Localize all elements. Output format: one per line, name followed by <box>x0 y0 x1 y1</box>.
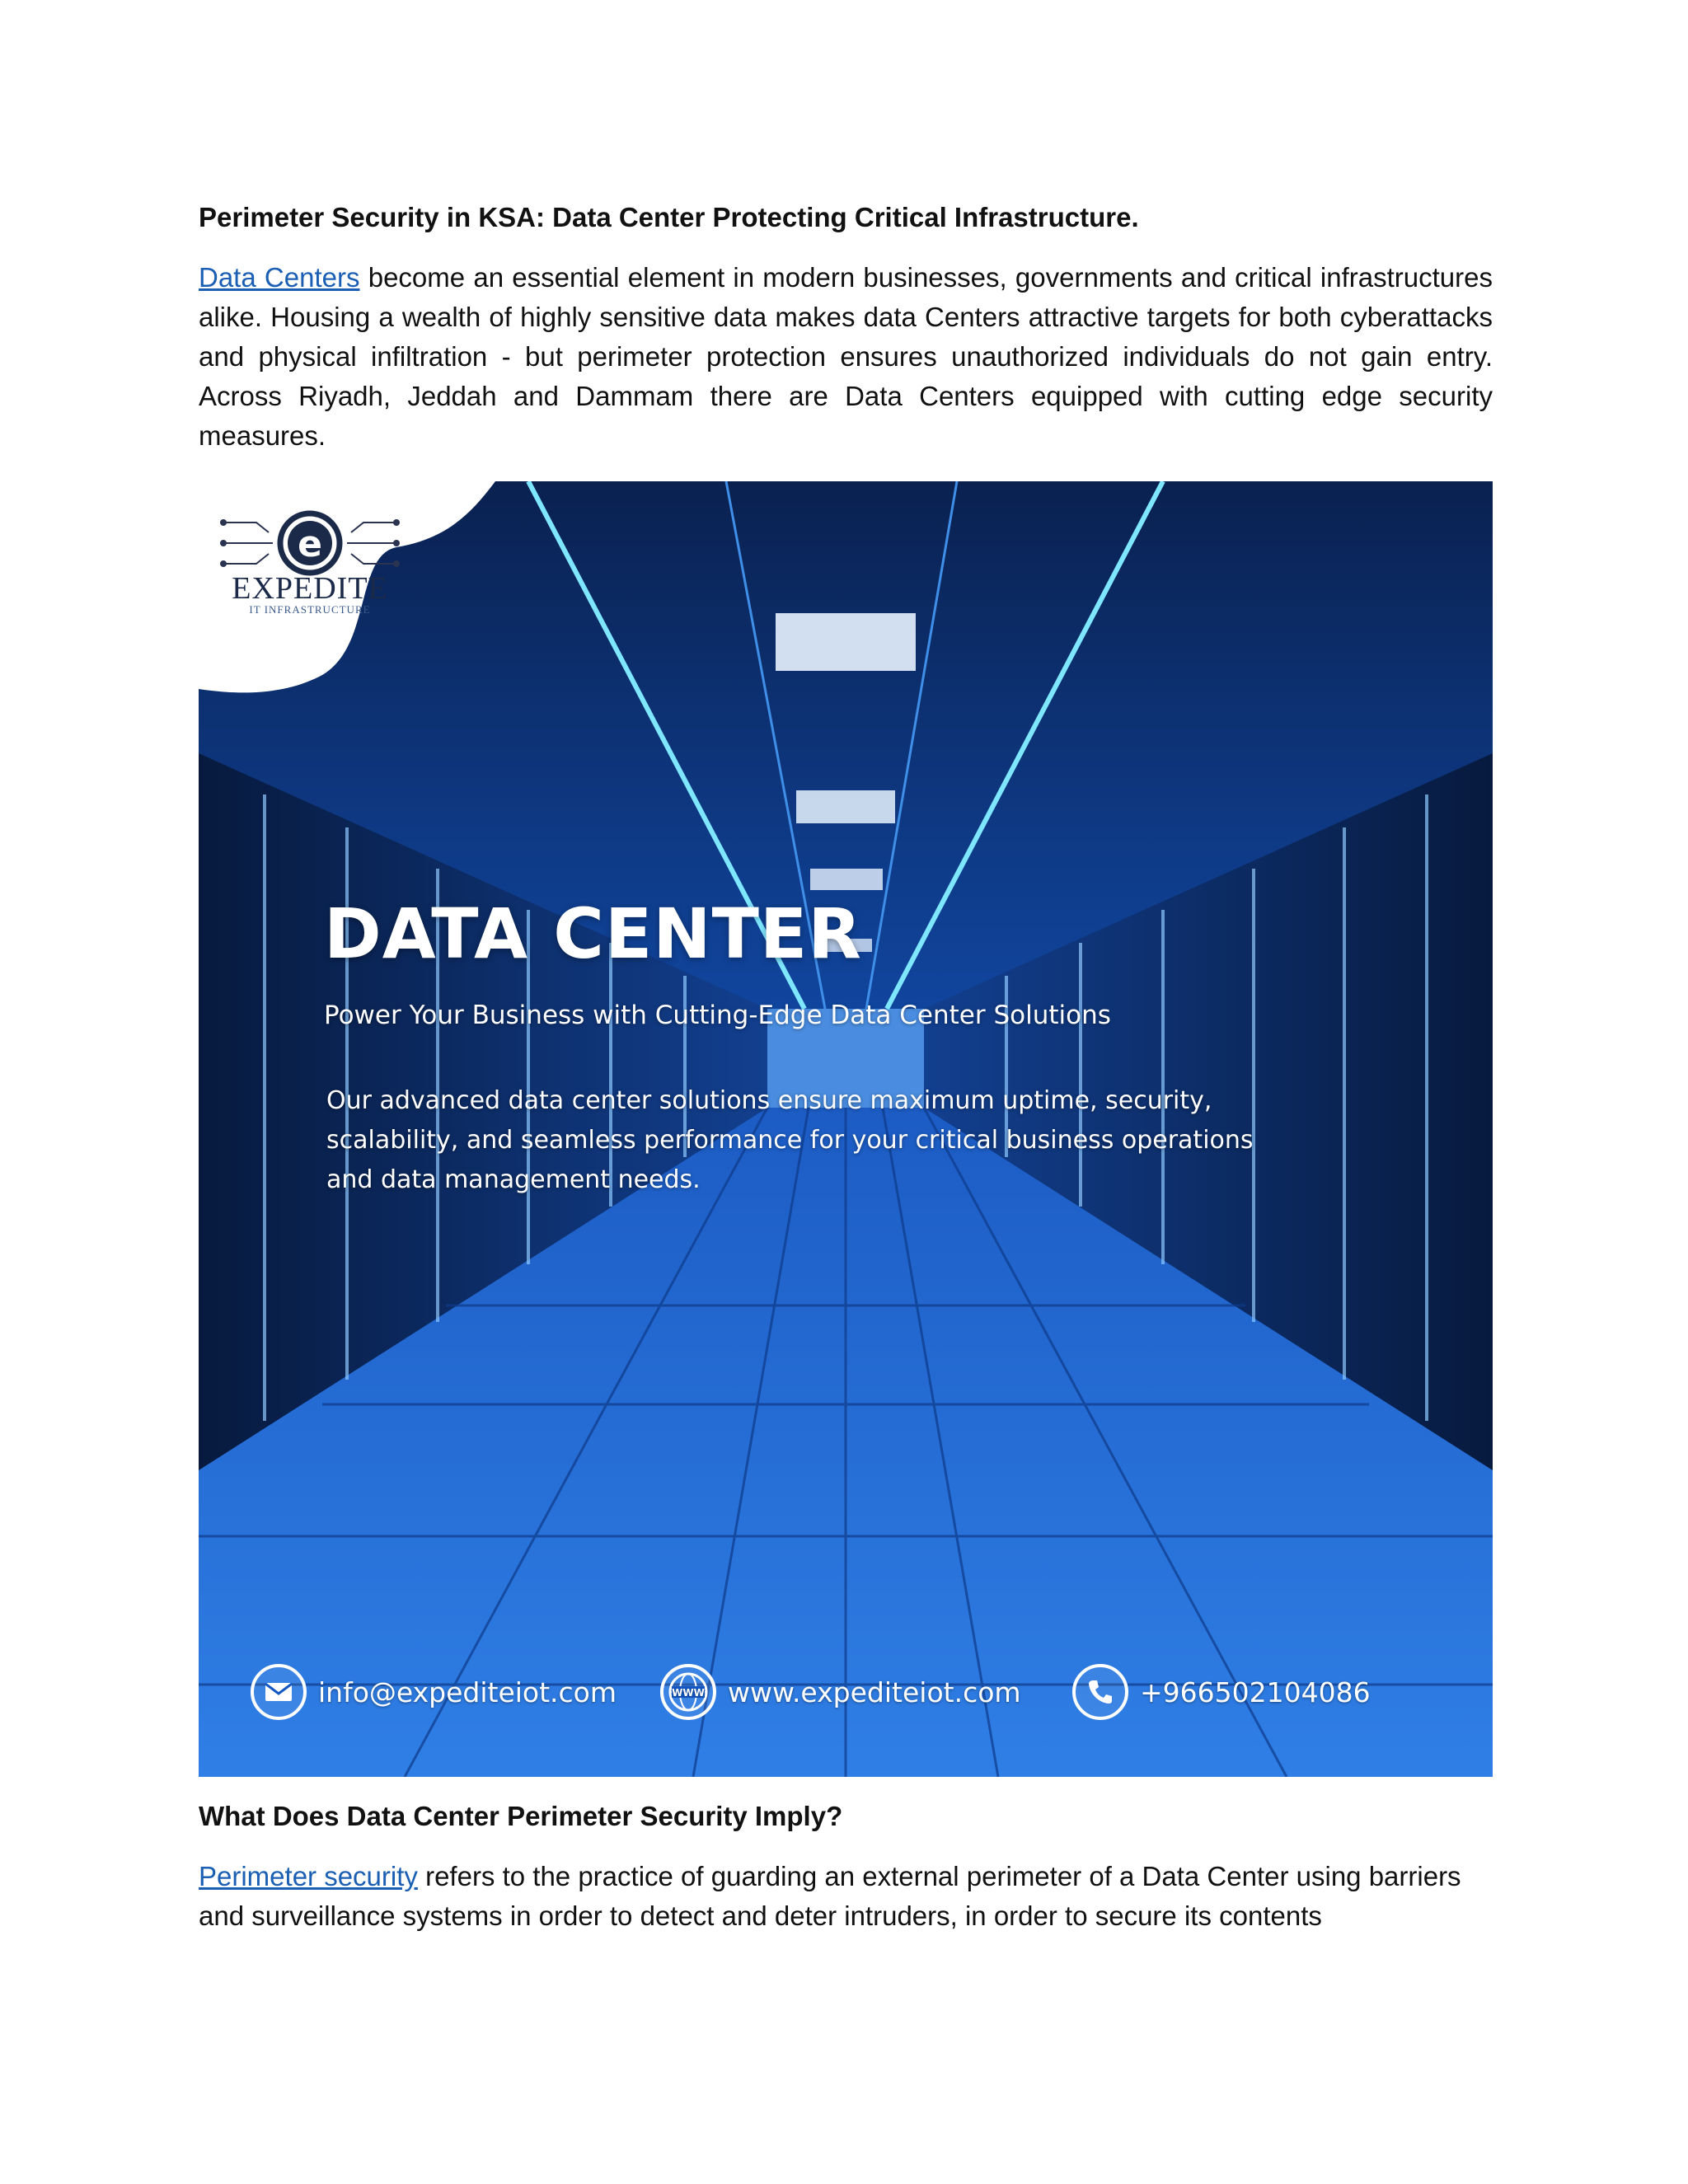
logo-name: EXPEDITE <box>232 571 388 606</box>
perimeter-security-link[interactable]: Perimeter security <box>199 1861 418 1891</box>
globe-icon <box>660 1664 716 1720</box>
banner-title: DATA CENTER <box>324 893 862 974</box>
contact-phone <box>1072 1663 1371 1721</box>
svg-text:e: e <box>298 523 322 565</box>
page-title: Perimeter Security in KSA: Data Center Protecting Critical Infrastructure. <box>199 202 1139 232</box>
email-icon <box>251 1664 307 1720</box>
data-center-banner <box>199 481 1493 1777</box>
section-heading: What Does Data Center Perimeter Security Imply? <box>199 1801 843 1831</box>
contact-email <box>251 1663 617 1721</box>
intro-text: become an essential element in modern businesses, governments and critical infrastructures alike. Housing a wealth of highly sensitive data makes data Centers attractive targets for both cyberattacks and physical infiltration - but perimeter protection ensures unauthorized individuals do not gain entry. Across Riyadh, Jeddah and Dammam there are Data Centers equipped with cutting edge security measures. <box>199 262 1493 451</box>
banner-description: Our advanced data center solutions ensure maximum uptime, security, scalability, and seamless performance for your critical business operations and data management needs. <box>326 1086 1254 1194</box>
banner-tagline: Power Your Business with Cutting-Edge Data Center Solutions <box>324 1001 1111 1030</box>
email-text: info@expediteiot.com <box>318 1675 617 1708</box>
phone-icon <box>1072 1664 1128 1720</box>
logo-subtitle: IT INFRASTRUCTURE <box>249 603 371 616</box>
data-centers-link[interactable]: Data Centers <box>199 262 360 293</box>
www-badge: WWW <box>672 1687 705 1699</box>
section-text: refers to the practice of guarding an external perimeter of a Data Center using barriers and surveillance systems in order to detect and deter intruders, in order to secure its contents <box>199 1861 1461 1931</box>
intro-paragraph <box>199 258 1493 456</box>
expedite-logo-icon <box>207 498 413 580</box>
website-text: www.expediteiot.com <box>728 1675 1021 1708</box>
phone-text: +966502104086 <box>1140 1675 1371 1708</box>
contact-website <box>660 1663 1021 1721</box>
section-paragraph <box>199 1857 1493 1936</box>
